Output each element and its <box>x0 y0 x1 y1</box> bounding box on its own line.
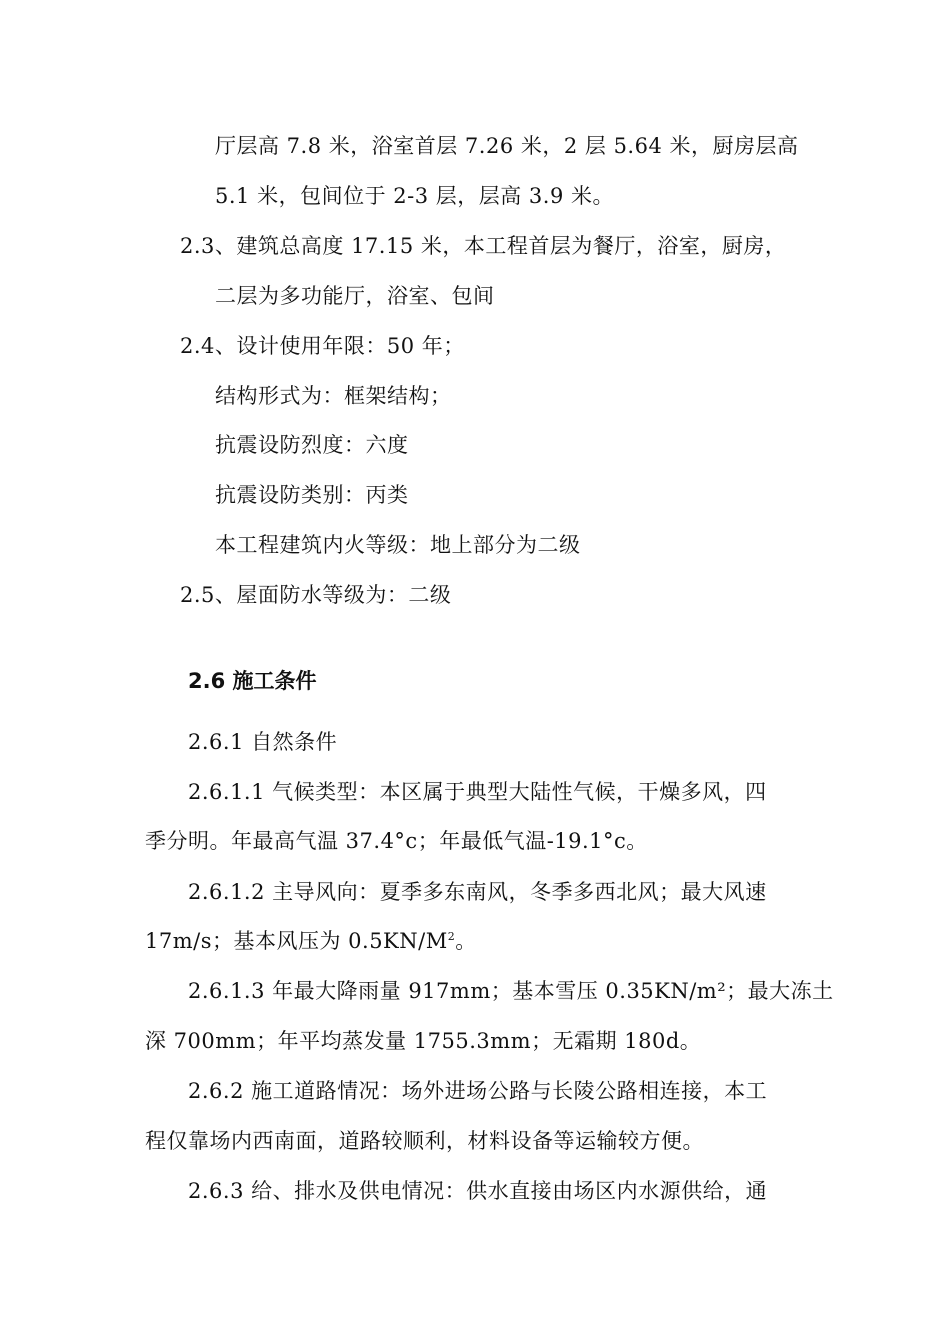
section-heading: 2.6 施工条件 <box>188 669 317 693</box>
text-line: 2.6.1.3 年最大降雨量 917mm；基本雪压 0.35KN/m²；最大冻土 <box>188 979 834 1003</box>
text-line: 2.6.3 给、排水及供电情况：供水直接由场区内水源供给，通 <box>188 1179 768 1203</box>
text-line: 抗震设防烈度：六度 <box>215 433 409 457</box>
text-line: 厅层高 7.8 米，浴室首层 7.26 米，2 层 5.64 米，厨房层高 <box>215 134 799 158</box>
text-line: 2.6.2 施工道路情况：场外进场公路与长陵公路相连接，本工 <box>188 1079 768 1103</box>
text-fragment: 17m/s；基本风压为 0.5KN/M <box>145 929 448 953</box>
text-line: 2.3、建筑总高度 17.15 米，本工程首层为餐厅，浴室，厨房， <box>180 234 787 258</box>
text-line: 2.6.1.2 主导风向：夏季多东南风，冬季多西北风；最大风速 <box>188 880 767 904</box>
text-line: 本工程建筑内火等级：地上部分为二级 <box>215 533 581 557</box>
text-line: 2.6.1.1 气候类型：本区属于典型大陆性气候，干燥多风，四 <box>188 780 767 804</box>
text-line: 5.1 米，包间位于 2-3 层，层高 3.9 米。 <box>215 184 614 208</box>
text-fragment: 。 <box>455 929 477 953</box>
text-line: 结构形式为：框架结构； <box>215 384 452 408</box>
text-line: 二层为多功能厅，浴室、包间 <box>215 284 495 308</box>
text-line-with-superscript <box>145 926 477 956</box>
text-line: 季分明。年最高气温 37.4°c；年最低气温-19.1°c。 <box>145 829 648 853</box>
text-line: 程仅靠场内西南面，道路较顺利，材料设备等运输较方便。 <box>145 1129 704 1153</box>
text-line: 抗震设防类别：丙类 <box>215 483 409 507</box>
text-line: 2.4、设计使用年限：50 年； <box>180 334 465 358</box>
superscript: 2 <box>447 930 456 943</box>
text-line: 2.6.1 自然条件 <box>188 730 338 754</box>
text-line: 深 700mm；年平均蒸发量 1755.3mm；无霜期 180d。 <box>145 1029 702 1053</box>
text-line: 2.5、屋面防水等级为：二级 <box>180 583 452 607</box>
